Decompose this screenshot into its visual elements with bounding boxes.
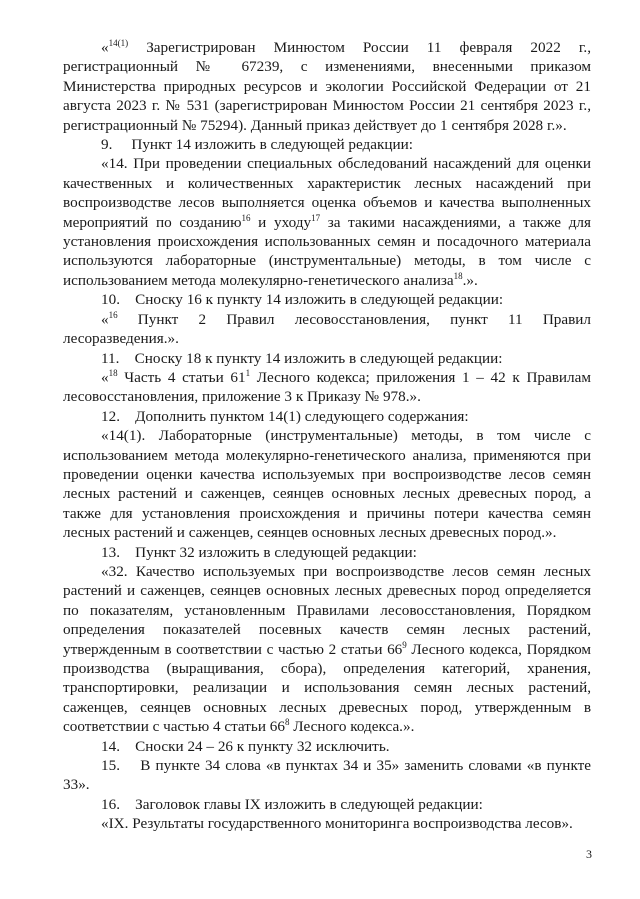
footnote-reference: 14(1): [108, 38, 129, 48]
paragraph-text: 10. Сноску 16 к пункту 14 изложить в следующей редакции:: [101, 291, 504, 309]
paragraph-text: «: [101, 39, 109, 56]
paragraph-text: «: [101, 310, 109, 328]
paragraph-text: 14. Сноски 24 – 26 к пункту 32 исключить.: [101, 737, 390, 755]
paragraph-text: 13. Пункт 32 изложить в следующей редакции:: [101, 543, 417, 561]
paragraph-text: 9. Пункт 14 изложить в следующей редакции:: [101, 136, 414, 154]
footnote-reference: 18: [453, 270, 463, 281]
document-paragraph: [63, 154, 591, 290]
document-paragraph: [63, 368, 591, 407]
paragraph-text: «14(1). Лабораторные (инструментальные) методы, в том числе с использованием метода молекулярно-генетического анализа, применяются при проведении оценки качества используемых при воспроизводстве лесов семян лесных растений и саженцев, сеянцев основных лесных древесных пород, а также для установления происхождения и причины потери качества семян лесных растений и саженцев, сеянцев основных лесных древесных пород.».: [63, 427, 591, 542]
paragraph-text: Пункт 2 Правил лесовосстановления, пункт 11 Правил лесоразведения.».: [63, 310, 591, 348]
document-paragraph: [63, 407, 591, 426]
paragraph-text: 16. Заголовок главы IX изложить в следующей редакции:: [101, 795, 483, 813]
document-paragraph: [63, 310, 591, 349]
document-paragraph: [63, 737, 591, 756]
document-paragraph: [63, 562, 591, 737]
paragraph-text: «: [101, 368, 109, 386]
footnote-reference: 16: [241, 212, 251, 223]
document-paragraph: [63, 349, 591, 368]
document-paragraph: [63, 38, 591, 135]
paragraph-text: Лесного кодекса; приложения 1 – 42 к Правилам лесовосстановления, приложение 3 к Приказу № 978.».: [63, 368, 591, 406]
footnote-reference: 18: [108, 367, 118, 378]
paragraph-text: 15. В пункте 34 слова «в пунктах 34 и 35» заменить словами «в пункте 33».: [63, 757, 591, 794]
paragraph-text: за такими насаждениями, а также для установления происхождения использованных семян и посадочного материала используются лабораторные (инструментальные) методы, в том числе с использованием метода молекулярно-генетического анализа: [63, 213, 591, 289]
document-paragraph: [63, 795, 591, 814]
document-paragraph: [63, 814, 591, 833]
paragraph-text: .».: [462, 271, 478, 289]
document-paragraph: [63, 426, 591, 542]
footnote-reference: 9: [402, 639, 407, 650]
paragraph-text: Зарегистрирован Минюстом России 11 февраля 2022 г., регистрационный № 67239, с изменениями, внесенными приказом Министерства природных ресурсов и экологии Российской Федерации от 21 августа 2023 г. № 531 (зарегистрирован Минюстом России 21 сентября 2023 г., регистрационный № 75294). Данный приказ действует до 1 сентября 2028 г.».: [63, 39, 591, 134]
paragraph-text: и уходу: [250, 213, 312, 231]
paragraph-text: 11. Сноску 18 к пункту 14 изложить в следующей редакции:: [101, 349, 503, 367]
paragraph-text: 12. Дополнить пунктом 14(1) следующего содержания:: [101, 407, 469, 425]
footnote-reference: 1: [245, 367, 251, 378]
document-paragraph: [63, 756, 591, 795]
document-paragraph: [63, 543, 591, 562]
paragraph-text: «14. При проведении специальных обследований насаждений для оценки качественных и количественных характеристик лесных насаждений при воспроизводстве лесов выполняется оценка объемов и качества выполненных мероприятий по созданию: [63, 155, 591, 231]
paragraph-text: «IX. Результаты государственного мониторинга воспроизводства лесов».: [101, 815, 573, 833]
footnote-reference: 8: [284, 717, 290, 728]
paragraph-text: «32. Качество используемых при воспроизводстве лесов семян лесных растений и саженцев, сеянцев основных лесных древесных пород определяется по показателям, установленным Правилами лесовосстановления, Порядком определения показателей посевных качеств семян лесных растений, утвержденным в соответствии с частью 2 статьи 66: [63, 562, 591, 658]
footnote-reference: 16: [108, 309, 118, 320]
paragraph-text: Лесного кодекса.».: [289, 718, 415, 736]
document-paragraph: [63, 290, 591, 309]
document-body: [63, 38, 591, 834]
document-paragraph: [63, 135, 591, 154]
page-number: 3: [586, 847, 592, 861]
footnote-reference: 17: [311, 212, 321, 223]
paragraph-text: Часть 4 статьи 61: [117, 368, 246, 386]
paragraph-text: Лесного кодекса, Порядком производства (выращивания, сбора), определения категорий, хранения, транспортировки, реализации и использования семян лесных растений, саженцев, сеянцев основных лесных древесных пород, утвержденным в соответствии с частью 4 статьи 66: [63, 640, 591, 736]
